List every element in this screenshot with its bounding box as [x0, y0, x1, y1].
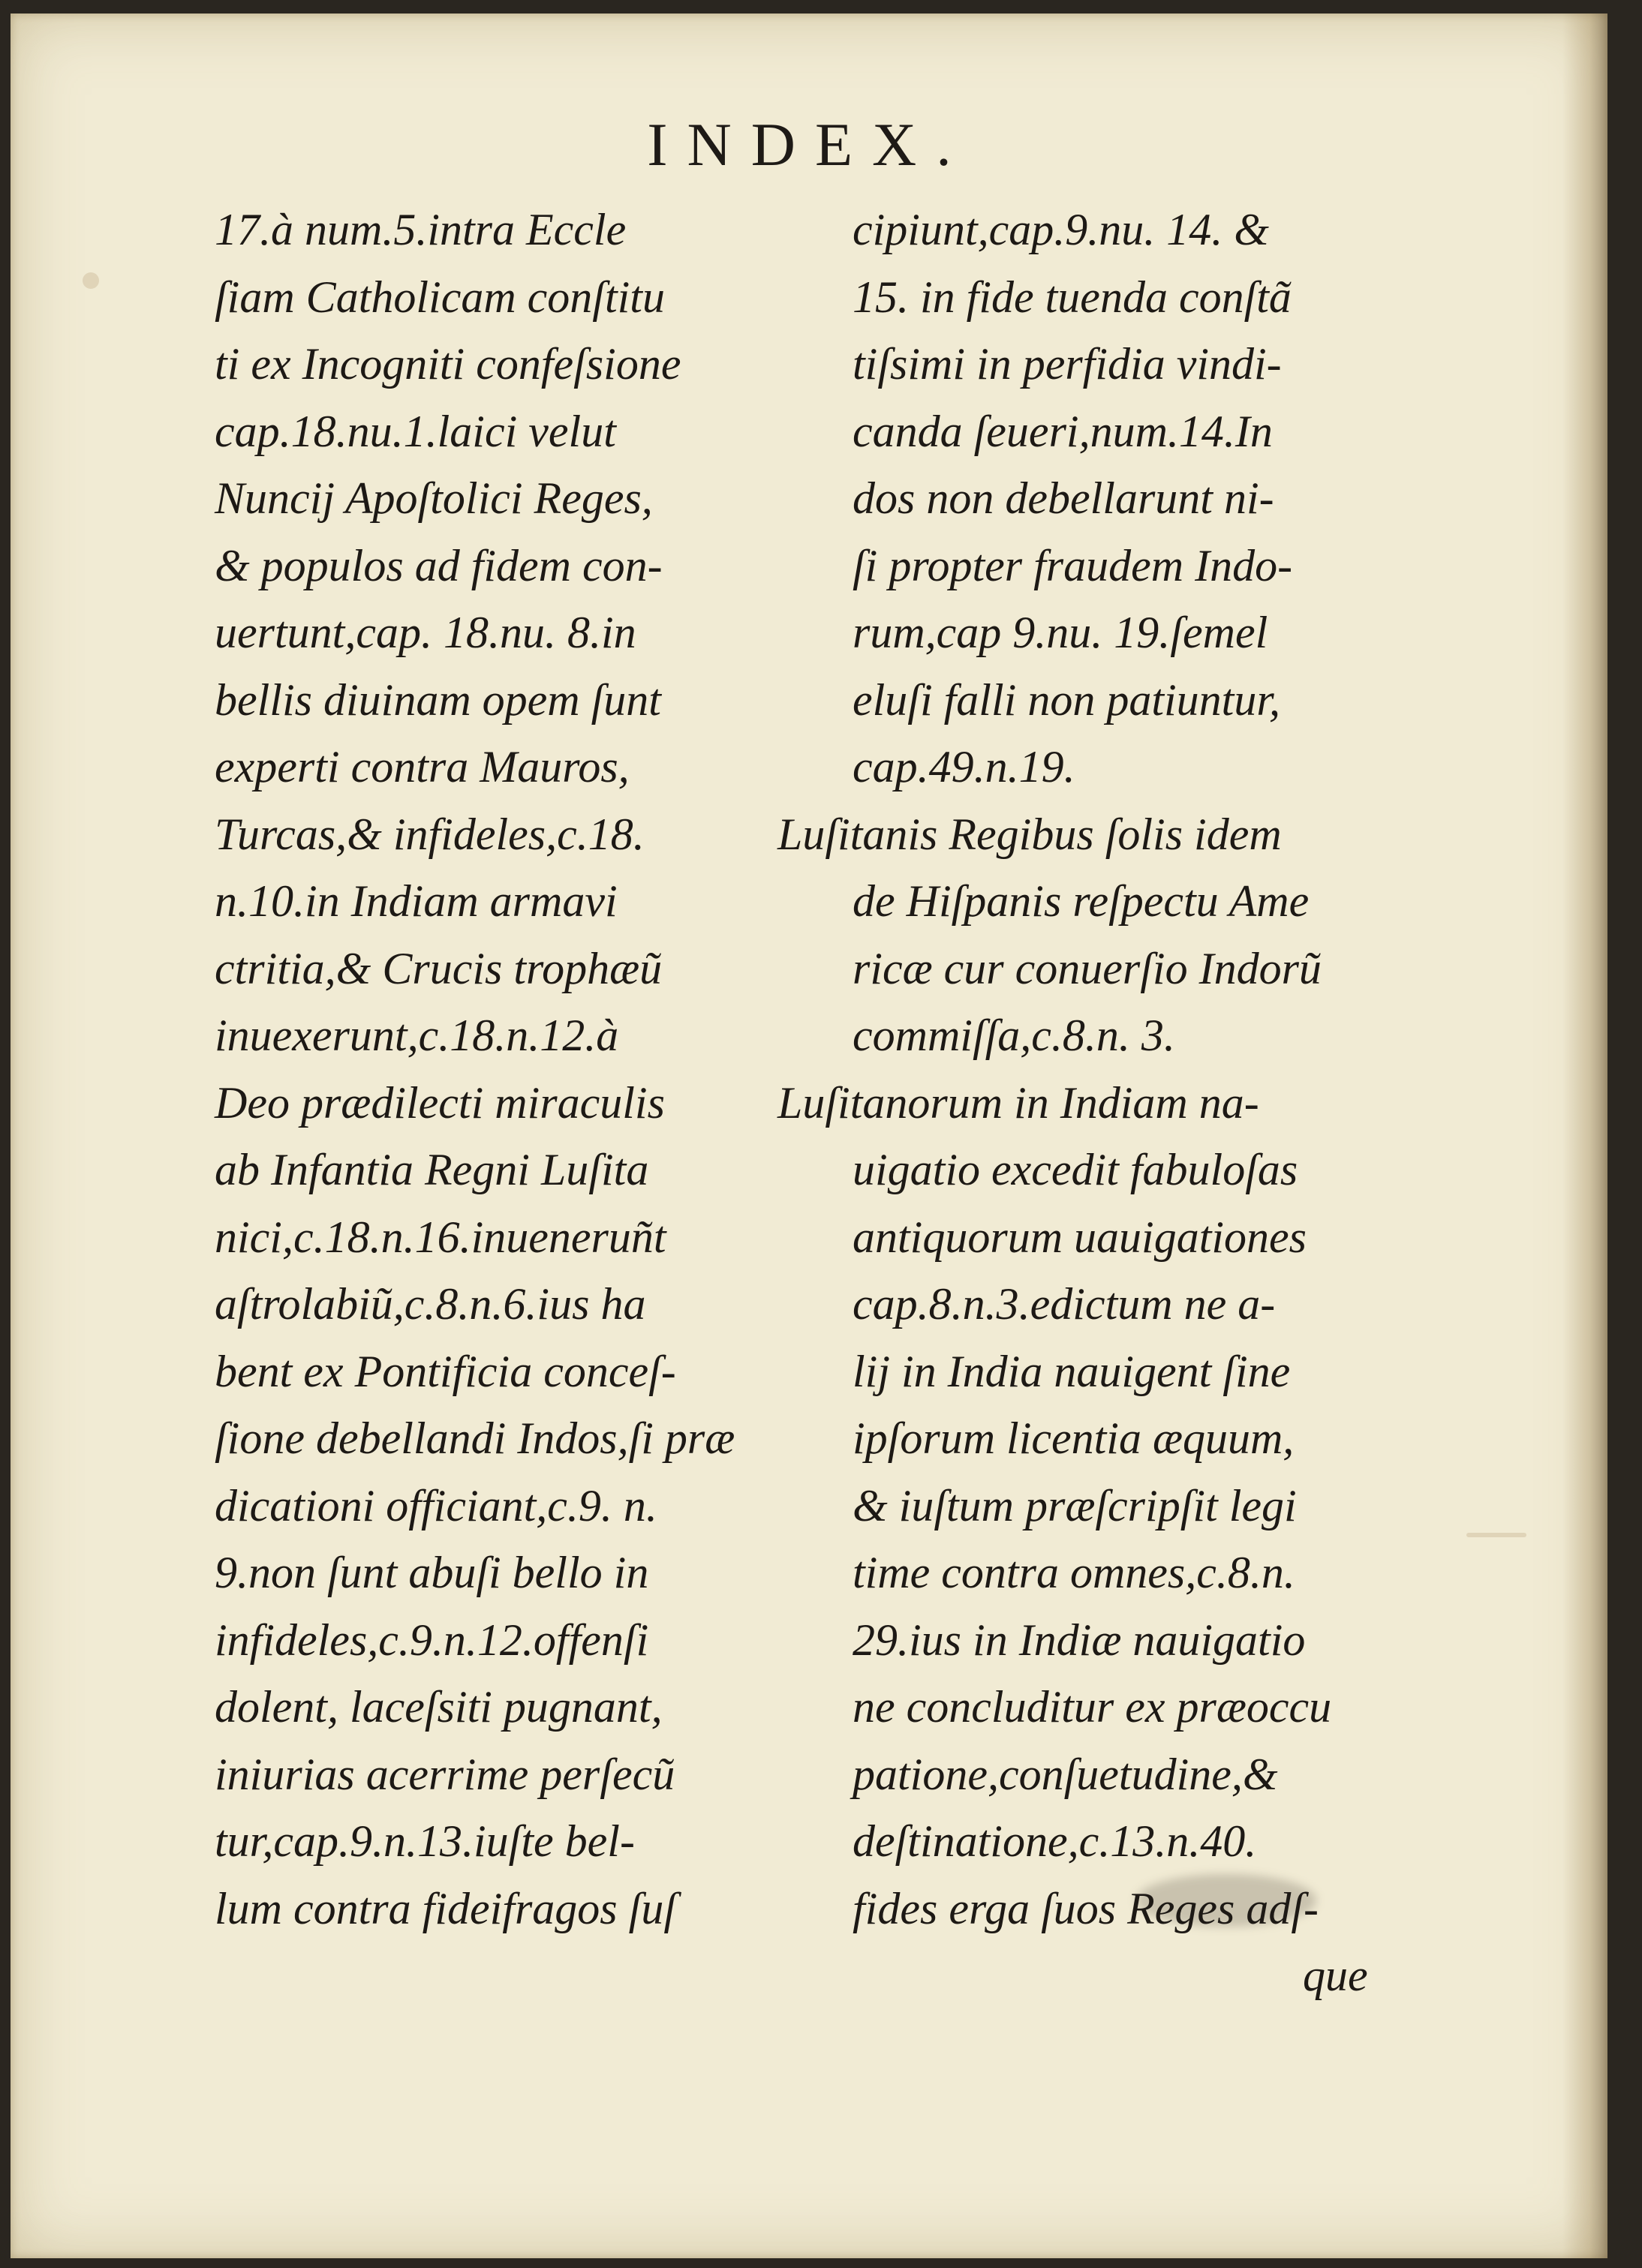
left-line: ſione debellandi Indos,ſi præ — [215, 1413, 735, 1463]
left-line: ctritia,& Crucis trophæũ — [215, 943, 663, 993]
left-line: tur,cap.9.n.13.iuſte bel- — [215, 1816, 635, 1866]
left-line: infideles,c.9.n.12.offenſi — [215, 1615, 649, 1665]
left-line: experti contra Mauros, — [215, 742, 630, 792]
right-line: deſtinatione,c.13.n.40. — [853, 1816, 1257, 1866]
right-line: 29.ius in Indiæ nauigatio — [853, 1615, 1306, 1665]
right-line: ne concluditur ex præoccu — [853, 1682, 1332, 1732]
left-line: bent ex Pontificia conceſ- — [215, 1346, 676, 1396]
index-entry-heading: Luſitanorum in Indiam na- — [777, 1077, 1259, 1128]
right-line: ricæ cur conuerſio Indorũ — [853, 943, 1322, 993]
right-line: 15. in fide tuenda conſtã — [853, 272, 1292, 322]
right-line: cap.8.n.3.edictum ne a- — [853, 1279, 1276, 1329]
right-line: antiquorum uauigationes — [853, 1212, 1307, 1262]
left-line: ab Infantia Regni Luſita — [215, 1145, 649, 1194]
catchword: que — [1303, 1951, 1368, 2000]
right-line: & iuſtum præſcripſit legi — [853, 1480, 1297, 1531]
left-line: Nuncij Apoſtolici Reges, — [215, 473, 653, 523]
left-line: nici,c.18.n.16.inueneruñt — [215, 1212, 666, 1262]
right-line: eluſi falli non patiuntur, — [853, 674, 1281, 725]
index-entry-heading: Luſitanis Regibus ſolis idem — [777, 809, 1282, 859]
right-line: canda ſeueri,num.14.In — [853, 406, 1273, 456]
left-line: Turcas,& infideles,c.18. — [215, 809, 645, 859]
left-line: cap.18.nu.1.laici velut — [215, 406, 616, 456]
right-line: dos non debellarunt ni- — [853, 473, 1274, 523]
left-line: ſiam Catholicam conſtitu — [215, 272, 665, 322]
left-column — [215, 197, 770, 1942]
right-line: ipſorum licentia æquum, — [853, 1413, 1295, 1463]
foxing-mark — [1466, 1533, 1526, 1537]
right-line: de Hiſpanis reſpectu Ame — [853, 876, 1310, 926]
left-line: ti ex Incogniti confeſsione — [215, 339, 681, 389]
left-line: iniurias acerrime perſecũ — [215, 1749, 675, 1799]
left-line: inuexerunt,c.18.n.12.à — [215, 1011, 619, 1060]
right-line: commiſſa,c.8.n. 3. — [853, 1011, 1175, 1060]
right-line: cap.49.n.19. — [853, 742, 1075, 792]
left-line: aſtrolabiũ,c.8.n.6.ius ha — [215, 1279, 646, 1329]
right-line: time contra omnes,c.8.n. — [853, 1548, 1295, 1597]
left-line: dicationi officiant,c.9. n. — [215, 1480, 657, 1531]
left-line: 17.à num.5.intra Eccle — [215, 205, 627, 254]
left-line: n.10.in Indiam armavi — [215, 876, 618, 926]
right-line: fides erga ſuos Reges adſ- — [853, 1883, 1319, 1933]
left-line: lum contra fideifragos ſuſ — [215, 1883, 676, 1933]
right-line: ſi propter fraudem Indo- — [853, 540, 1293, 590]
right-column — [777, 197, 1423, 2010]
left-line: bellis diuinam opem ſunt — [215, 674, 661, 725]
foxing-spot — [83, 272, 99, 289]
right-line: uigatio excedit fabuloſas — [853, 1145, 1298, 1194]
index-page — [11, 14, 1607, 2258]
right-line: lij in India nauigent ſine — [853, 1346, 1291, 1396]
right-line: cipiunt,cap.9.nu. 14. & — [853, 205, 1269, 254]
page-edge-shadow — [1562, 14, 1607, 2258]
left-line: Deo prædilecti miraculis — [215, 1077, 665, 1128]
right-line: tiſsimi in perfidia vindi- — [853, 339, 1282, 389]
page-heading: INDEX. — [647, 110, 971, 179]
right-line: patione,conſuetudine,& — [853, 1749, 1278, 1799]
left-line: dolent, laceſsiti pugnant, — [215, 1682, 663, 1732]
left-line: 9.non ſunt abuſi bello in — [215, 1548, 649, 1597]
left-line: & populos ad fidem con- — [215, 540, 663, 590]
right-line: rum,cap 9.nu. 19.ſemel — [853, 608, 1268, 657]
left-line: uertunt,cap. 18.nu. 8.in — [215, 608, 636, 657]
